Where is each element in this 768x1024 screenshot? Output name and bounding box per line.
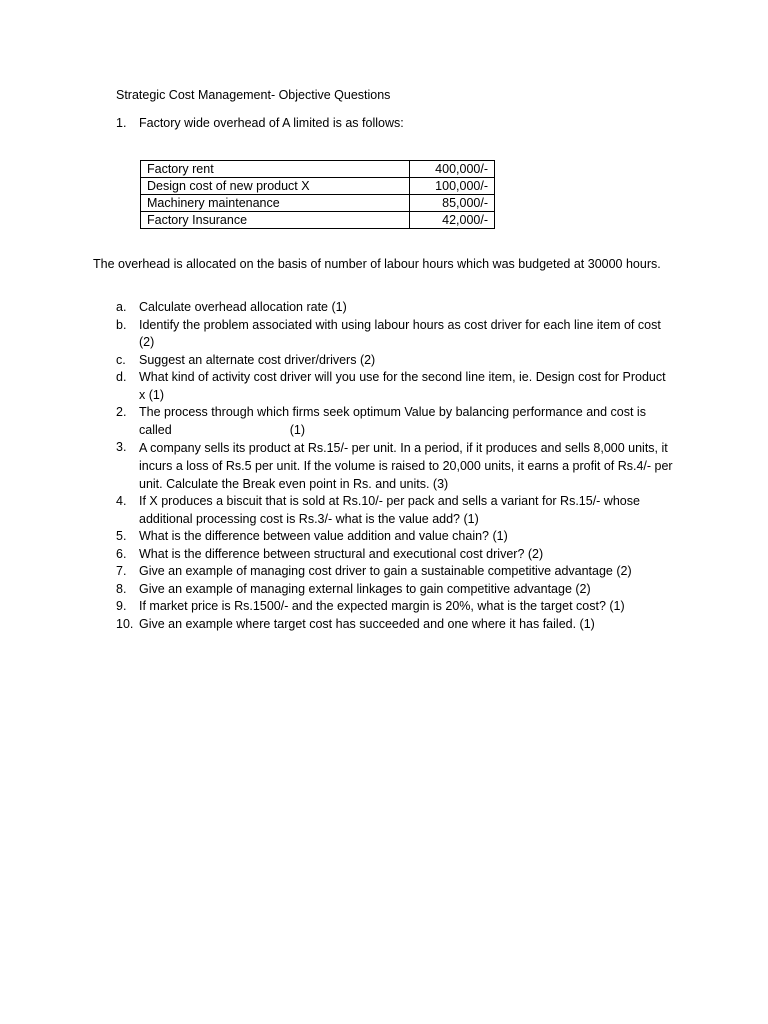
question-text: If X produces a biscuit that is sold at Rs.10/- per pack and sells a variant for Rs.15/- whose additional processing cost is Rs.3/- what is the value add? (1)	[139, 494, 640, 526]
question-text: Give an example of managing external linkages to gain competitive advantage (2)	[139, 581, 591, 596]
table-row	[141, 178, 495, 195]
overhead-allocation-paragraph: The overhead is allocated on the basis of number of labour hours which was budgeted at 30000 hours.	[93, 257, 661, 271]
list-item	[93, 352, 683, 370]
table-row	[141, 212, 495, 229]
question-text: Suggest an alternate cost driver/drivers (2)	[139, 352, 376, 367]
overhead-amount: 42,000/-	[410, 212, 495, 229]
question-text: Calculate overhead allocation rate (1)	[139, 300, 347, 314]
question-text: What kind of activity cost driver will you use for the second line item, ie. Design cost for Product x (1)	[139, 370, 666, 402]
question-1-text: Factory wide overhead of A limited is as follows:	[139, 116, 404, 130]
list-item	[93, 581, 683, 599]
question-text: What is the difference between structural and executional cost driver? (2)	[139, 546, 544, 561]
question-text: Give an example where target cost has succeeded and one where it has failed. (1)	[139, 616, 595, 631]
document-title: Strategic Cost Management- Objective Questions	[116, 88, 391, 102]
question-1-number: 1.	[116, 116, 127, 130]
question-list	[93, 299, 683, 633]
list-item	[93, 528, 683, 546]
list-item	[93, 317, 683, 352]
question-text: A company sells its product at Rs.15/- per unit. In a period, if it produces and sells 8,000 units, it incurs a loss of Rs.5 per unit. If the volume is raised to 20,000 units, it earns a profit of Rs.4/- per unit. Calculate the Break even point in Rs. and units. (3)	[139, 441, 673, 491]
list-marker: 7.	[116, 564, 127, 578]
list-marker: 10.	[116, 616, 134, 631]
list-marker: b.	[116, 317, 127, 332]
list-item	[93, 616, 683, 634]
overhead-amount: 400,000/-	[410, 161, 495, 178]
list-item	[93, 493, 683, 528]
list-marker: 3.	[116, 440, 127, 454]
question-1	[116, 116, 676, 130]
overhead-item: Factory Insurance	[141, 212, 410, 229]
list-marker: 2.	[116, 405, 127, 419]
question-text: If market price is Rs.1500/- and the expected margin is 20%, what is the target cost? (1)	[139, 599, 625, 613]
list-marker: 9.	[116, 599, 127, 613]
overhead-amount: 100,000/-	[410, 178, 495, 195]
list-item	[93, 563, 683, 581]
list-item	[93, 299, 683, 317]
overhead-amount: 85,000/-	[410, 195, 495, 212]
list-item	[93, 439, 683, 493]
overhead-item: Factory rent	[141, 161, 410, 178]
list-item	[93, 598, 683, 616]
question-text: Identify the problem associated with using labour hours as cost driver for each line item of cost (2)	[139, 317, 661, 349]
list-item	[93, 369, 683, 404]
list-marker: 5.	[116, 529, 127, 543]
list-item	[93, 404, 683, 439]
list-marker: 8.	[116, 581, 127, 596]
question-text: Give an example of managing cost driver to gain a sustainable competitive advantage (2)	[139, 564, 632, 578]
table-row	[141, 161, 495, 178]
list-item	[93, 546, 683, 564]
table-row	[141, 195, 495, 212]
list-marker: 6.	[116, 546, 127, 561]
question-text: The process through which firms seek optimum Value by balancing performance and cost is called (1)	[139, 405, 650, 437]
list-marker: 4.	[116, 494, 127, 508]
overhead-item: Machinery maintenance	[141, 195, 410, 212]
list-marker: d.	[116, 370, 127, 384]
overhead-item: Design cost of new product X	[141, 178, 410, 195]
list-marker: a.	[116, 300, 127, 314]
overhead-table	[140, 160, 495, 229]
list-marker: c.	[116, 352, 126, 367]
question-text: What is the difference between value addition and value chain? (1)	[139, 529, 508, 543]
